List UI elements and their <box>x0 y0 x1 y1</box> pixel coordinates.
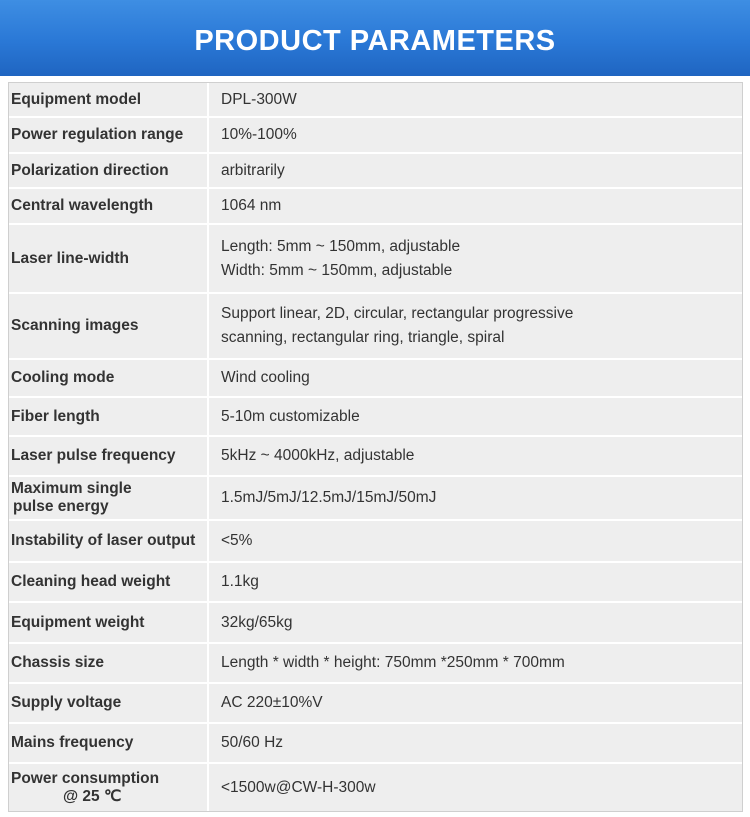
parameter-value-line: 5-10m customizable <box>221 407 360 425</box>
parameters-table <box>8 82 743 812</box>
parameter-value <box>221 82 736 117</box>
table-row <box>8 188 743 224</box>
parameter-value <box>221 763 736 812</box>
parameter-value-line: 50/60 Hz <box>221 734 284 751</box>
parameter-label-line: Power consumption <box>11 769 160 787</box>
row-divider <box>8 762 743 764</box>
table-row <box>8 763 743 812</box>
parameter-value <box>221 188 736 224</box>
row-divider <box>8 722 743 724</box>
parameter-value-line: Width: 5mm ~ 150mm, adjustable <box>221 261 453 279</box>
parameter-value <box>221 723 736 763</box>
table-row <box>8 293 743 359</box>
parameter-label-line: Laser line-width <box>11 249 129 267</box>
parameter-label-line: @ 25 ℃ <box>63 787 122 805</box>
row-divider <box>8 642 743 644</box>
parameter-label-line: Equipment weight <box>11 613 145 631</box>
parameter-value <box>221 117 736 153</box>
parameter-value-line: Length: 5mm ~ 150mm, adjustable <box>221 237 461 255</box>
parameter-label <box>11 188 207 224</box>
row-divider <box>8 475 743 477</box>
parameter-value <box>221 683 736 723</box>
parameter-value <box>221 436 736 476</box>
row-divider <box>8 519 743 521</box>
parameter-value-line: arbitrarily <box>221 161 285 179</box>
parameter-label <box>11 436 207 476</box>
row-divider <box>8 396 743 398</box>
parameter-label-line: Instability of laser output <box>11 532 196 549</box>
parameter-value <box>221 397 736 436</box>
parameter-label-line: Fiber length <box>11 407 100 425</box>
table-row <box>8 476 743 520</box>
row-divider <box>8 292 743 294</box>
parameter-label <box>11 602 207 643</box>
table-row <box>8 359 743 397</box>
parameter-label <box>11 293 207 359</box>
parameter-value-line: Support linear, 2D, circular, rectangular progressive <box>221 305 574 322</box>
parameter-label-line: Cleaning head weight <box>11 573 171 590</box>
parameter-value <box>221 476 736 520</box>
parameter-label-line: Cooling mode <box>11 369 115 386</box>
row-divider <box>8 223 743 225</box>
parameter-label-line: Chassis size <box>11 654 105 671</box>
table-row <box>8 602 743 643</box>
parameter-label <box>11 683 207 723</box>
parameter-label <box>11 763 207 812</box>
parameter-value-line: Length * width * height: 750mm *250mm * 700mm <box>221 654 565 671</box>
row-divider <box>8 601 743 603</box>
parameter-value <box>221 602 736 643</box>
table-body <box>8 82 743 812</box>
parameter-label <box>11 397 207 436</box>
parameter-value-line: Wind cooling <box>221 369 310 386</box>
row-divider <box>8 435 743 437</box>
parameter-label <box>11 117 207 153</box>
parameter-value <box>221 359 736 397</box>
row-divider <box>8 187 743 189</box>
table-row <box>8 520 743 562</box>
parameter-label <box>11 153 207 188</box>
parameter-value-line: 1064 nm <box>221 197 282 214</box>
parameter-value <box>221 562 736 602</box>
parameter-label <box>11 643 207 683</box>
parameter-label-line: Equipment model <box>11 90 142 108</box>
parameter-label <box>11 224 207 293</box>
parameter-value-line: 10%-100% <box>221 126 297 143</box>
parameter-value <box>221 293 736 359</box>
table-row <box>8 562 743 602</box>
parameter-label <box>11 82 207 117</box>
table-row <box>8 224 743 293</box>
row-divider <box>8 682 743 684</box>
parameter-value <box>221 224 736 293</box>
parameter-value-line: 1.1kg <box>221 573 259 590</box>
parameter-value-line: 5kHz ~ 4000kHz, adjustable <box>221 447 415 464</box>
parameter-label <box>11 359 207 397</box>
table-row <box>8 397 743 436</box>
table-row <box>8 643 743 683</box>
row-divider <box>8 152 743 154</box>
parameter-label-line: Mains frequency <box>11 734 134 751</box>
table-row <box>8 723 743 763</box>
table-row <box>8 153 743 188</box>
parameter-label <box>11 723 207 763</box>
row-divider <box>8 358 743 360</box>
page-title: PRODUCT PARAMETERS <box>194 25 556 57</box>
parameter-label-line: Central wavelength <box>11 197 154 214</box>
table-row <box>8 117 743 153</box>
parameter-value <box>221 153 736 188</box>
parameter-value-line: 1.5mJ/5mJ/12.5mJ/15mJ/50mJ <box>221 489 437 506</box>
parameter-label <box>11 520 207 562</box>
parameter-label-line: Scanning images <box>11 317 139 334</box>
parameter-value-line: DPL-300W <box>221 90 297 108</box>
table-row <box>8 683 743 723</box>
parameter-value-line: <1500w@CW-H-300w <box>221 778 376 796</box>
table-row <box>8 82 743 117</box>
parameter-value <box>221 643 736 683</box>
parameter-label-line: Laser pulse frequency <box>11 447 176 464</box>
parameter-value-line: AC 220±10%V <box>221 694 323 711</box>
parameter-label <box>11 476 207 520</box>
parameter-label-line: Maximum single <box>11 480 132 497</box>
row-divider <box>8 561 743 563</box>
parameter-label-line: Power regulation range <box>11 126 184 143</box>
parameter-label-line: Polarization direction <box>11 161 169 179</box>
parameter-label-line: Supply voltage <box>11 694 122 711</box>
parameter-value-line: scanning, rectangular ring, triangle, spiral <box>221 329 505 346</box>
parameter-value <box>221 520 736 562</box>
parameter-label-line: pulse energy <box>13 498 109 515</box>
parameter-value-line: 32kg/65kg <box>221 613 293 631</box>
parameter-value-line: <5% <box>221 532 253 549</box>
parameter-label <box>11 562 207 602</box>
table-row <box>8 436 743 476</box>
row-divider <box>8 116 743 118</box>
